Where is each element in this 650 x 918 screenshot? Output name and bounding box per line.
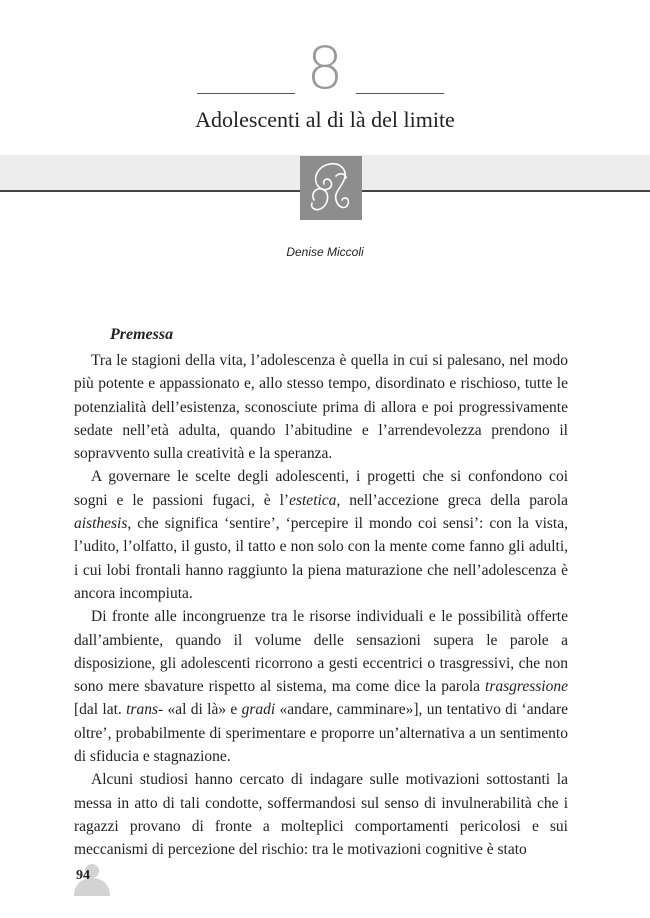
body-paragraph [74, 768, 568, 861]
paragraph-text: Alcuni studiosi hanno cercato di indagare sulle motivazioni sottostanti la messa in atto di tali condotte, soffermandosi sul senso di invulnerabilità che i ragazzi provano di fronte a molteplici comportamenti pericolosi e sui meccanismi di percezione del rischio: tra le motivazioni cognitive è stato [74, 771, 568, 859]
italic-term: gradi [241, 701, 276, 719]
page-number: 94 [76, 868, 90, 883]
paragraph-text: Di fronte alle incongruenze tra le risorse individuali e le possibilità offerte dall’ambiente, quando il volume delle sensazioni supera le parole a disposizione, gli adolescenti ricorrono a gesti eccentrici o trasgressivi, che non sono mere sbavature rispetto al sistema, ma come dice la parola [74, 608, 568, 696]
paragraph-text: A governare le scelte degli adolescenti, i progetti che si confondono coi sogni e le passioni fugaci, è l’ [74, 468, 568, 509]
italic-term: trasgressione [485, 678, 568, 696]
chapter-number: 8 [306, 34, 344, 102]
chapter-author: Denise Miccoli [286, 245, 364, 259]
chapter-emblem [300, 156, 362, 220]
italic-term: trans- [126, 701, 164, 719]
section-heading: Premessa [110, 326, 174, 343]
italic-term: estetica [289, 491, 337, 509]
body-text [74, 349, 568, 862]
swirl-ornament-icon [300, 156, 362, 220]
paragraph-text: , nell’accezione greca della parola [336, 491, 568, 509]
body-paragraph [74, 349, 568, 465]
body-paragraph [74, 605, 568, 768]
paragraph-text: Tra le stagioni della vita, l’adolescenza è quella in cui si palesano, nel modo più potente e appassionato e, allo stesso tempo, disordinato e rischioso, tutte le potenzialità dell’esistenza, sconosciute prima di allora e poi progressivamente sedate nell’età adulta, quando l’abitudine e l’arrendevolezza prendono il sopravvento sulla creatività e la speranza. [74, 352, 568, 463]
paragraph-text: [dal lat. [74, 701, 127, 719]
chapter-title: Adolescenti al di là del limite [195, 107, 455, 132]
italic-term: aisthesis, [74, 515, 132, 533]
paragraph-text: «andare, camminare»], un tentativo di ‘andare oltre’, probabilmente di sperimentare e proporre un’alternativa a un sentimento di sfiducia e stagnazione. [74, 701, 568, 766]
paragraph-text: che significa ‘sentire’, ‘percepire il mondo coi sensi’: con la vista, l’udito, l’olfatto, il gusto, il tatto e non solo con la mente come fanno gli adulti, i cui lobi frontali hanno raggiunto la piena maturazione che nell’adolescenza è ancora incompiuta. [74, 515, 568, 602]
body-paragraph [74, 465, 568, 605]
paragraph-text: «al di là» e [163, 701, 242, 719]
